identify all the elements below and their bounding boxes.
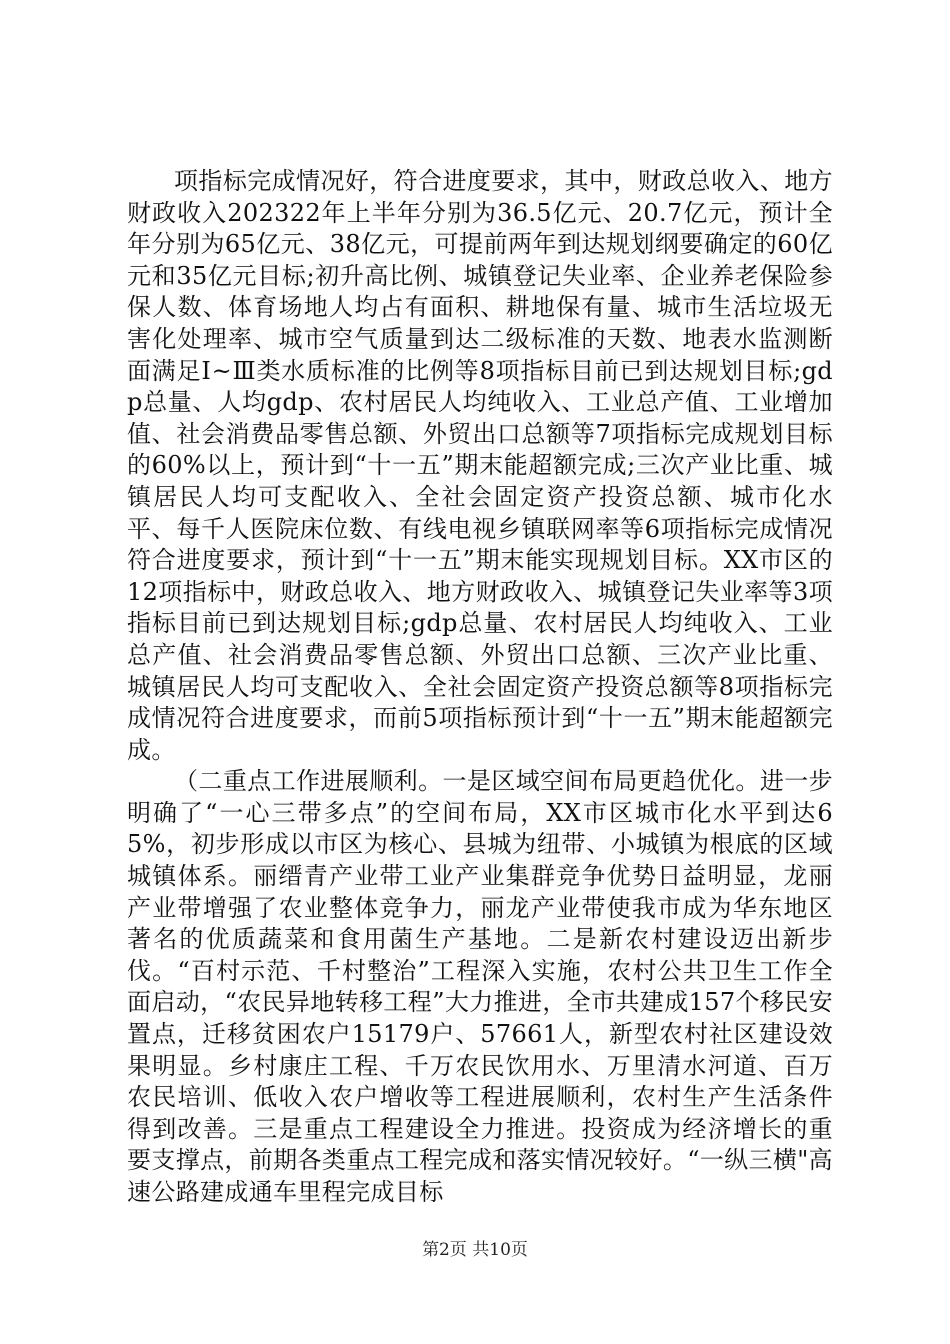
paragraph-2: （二重点工作进展顺利。一是区域空间布局更趋优化。进一步明确了“一心三带多点”的空间布局，XX市区城市化水平到达65%，初步形成以市区为核心、县城为纽带、小城镇为根底的区域城镇体系。丽缙青产业带工业产业集群竞争优势日益明显，龙丽产业带增强了农业整体竞争力，丽龙产业带使我市成为华东地区著名的优质蔬菜和食用菌生产基地。二是新农村建设迈出新步伐。“百村示范、千村整治”工程深入实施，农村公共卫生工作全面启动，“农民异地转移工程”大力推进，全市共建成157个移民安置点，迁移贫困农户15179户、57661人，新型农村社区建设效果明显。乡村康庄工程、千万农民饮用水、万里清水河道、百万农民培训、低收入农户增收等工程进展顺利，农村生产生活条件得到改善。三是重点工程建设全力推进。投资成为经济增长的重要支撑点，前期各类重点工程完成和落实情况较好。“一纵三横"高速公路建成通车里程完成目标 [127,767,833,1206]
page-footer: 第2页 共10页 [422,1240,528,1260]
body-text [127,166,833,1209]
paragraph-1: 项指标完成情况好，符合进度要求，其中，财政总收入、地方财政收入202322年上半年分别为36.5亿元、20.7亿元，预计全年分别为65亿元、38亿元，可提前两年到达规划纲要确定的60亿元和35亿元目标;初升高比例、城镇登记失业率、企业养老保险参保人数、体育场地人均占有面积、耕地保有量、城市生活垃圾无害化处理率、城市空气质量到达二级标准的天数、地表水监测断面满足Ⅰ~Ⅲ类水质标准的比例等8项指标目前已到达规划目标;gdp总量、人均gdp、农村居民人均纯收入、工业总产值、工业增加值、社会消费品零售总额、外贸出口总额等7项指标完成规划目标的60%以上，预计到“十一五”期末能超额完成;三次产业比重、城镇居民人均可支配收入、全社会固定资产投资总额、城市化水平、每千人医院床位数、有线电视乡镇联网率等6项指标完成情况符合进度要求，预计到“十一五”期末能实现规划目标。XX市区的12项指标中，财政总收入、地方财政收入、城镇登记失业率等3项指标目前已到达规划目标;gdp总量、农村居民人均纯收入、工业总产值、社会消费品零售总额、外贸出口总额、三次产业比重、城镇居民人均可支配收入、全社会固定资产投资总额等8项指标完成情况符合进度要求，而前5项指标预计到“十一五”期末能超额完成。 [127,167,833,764]
